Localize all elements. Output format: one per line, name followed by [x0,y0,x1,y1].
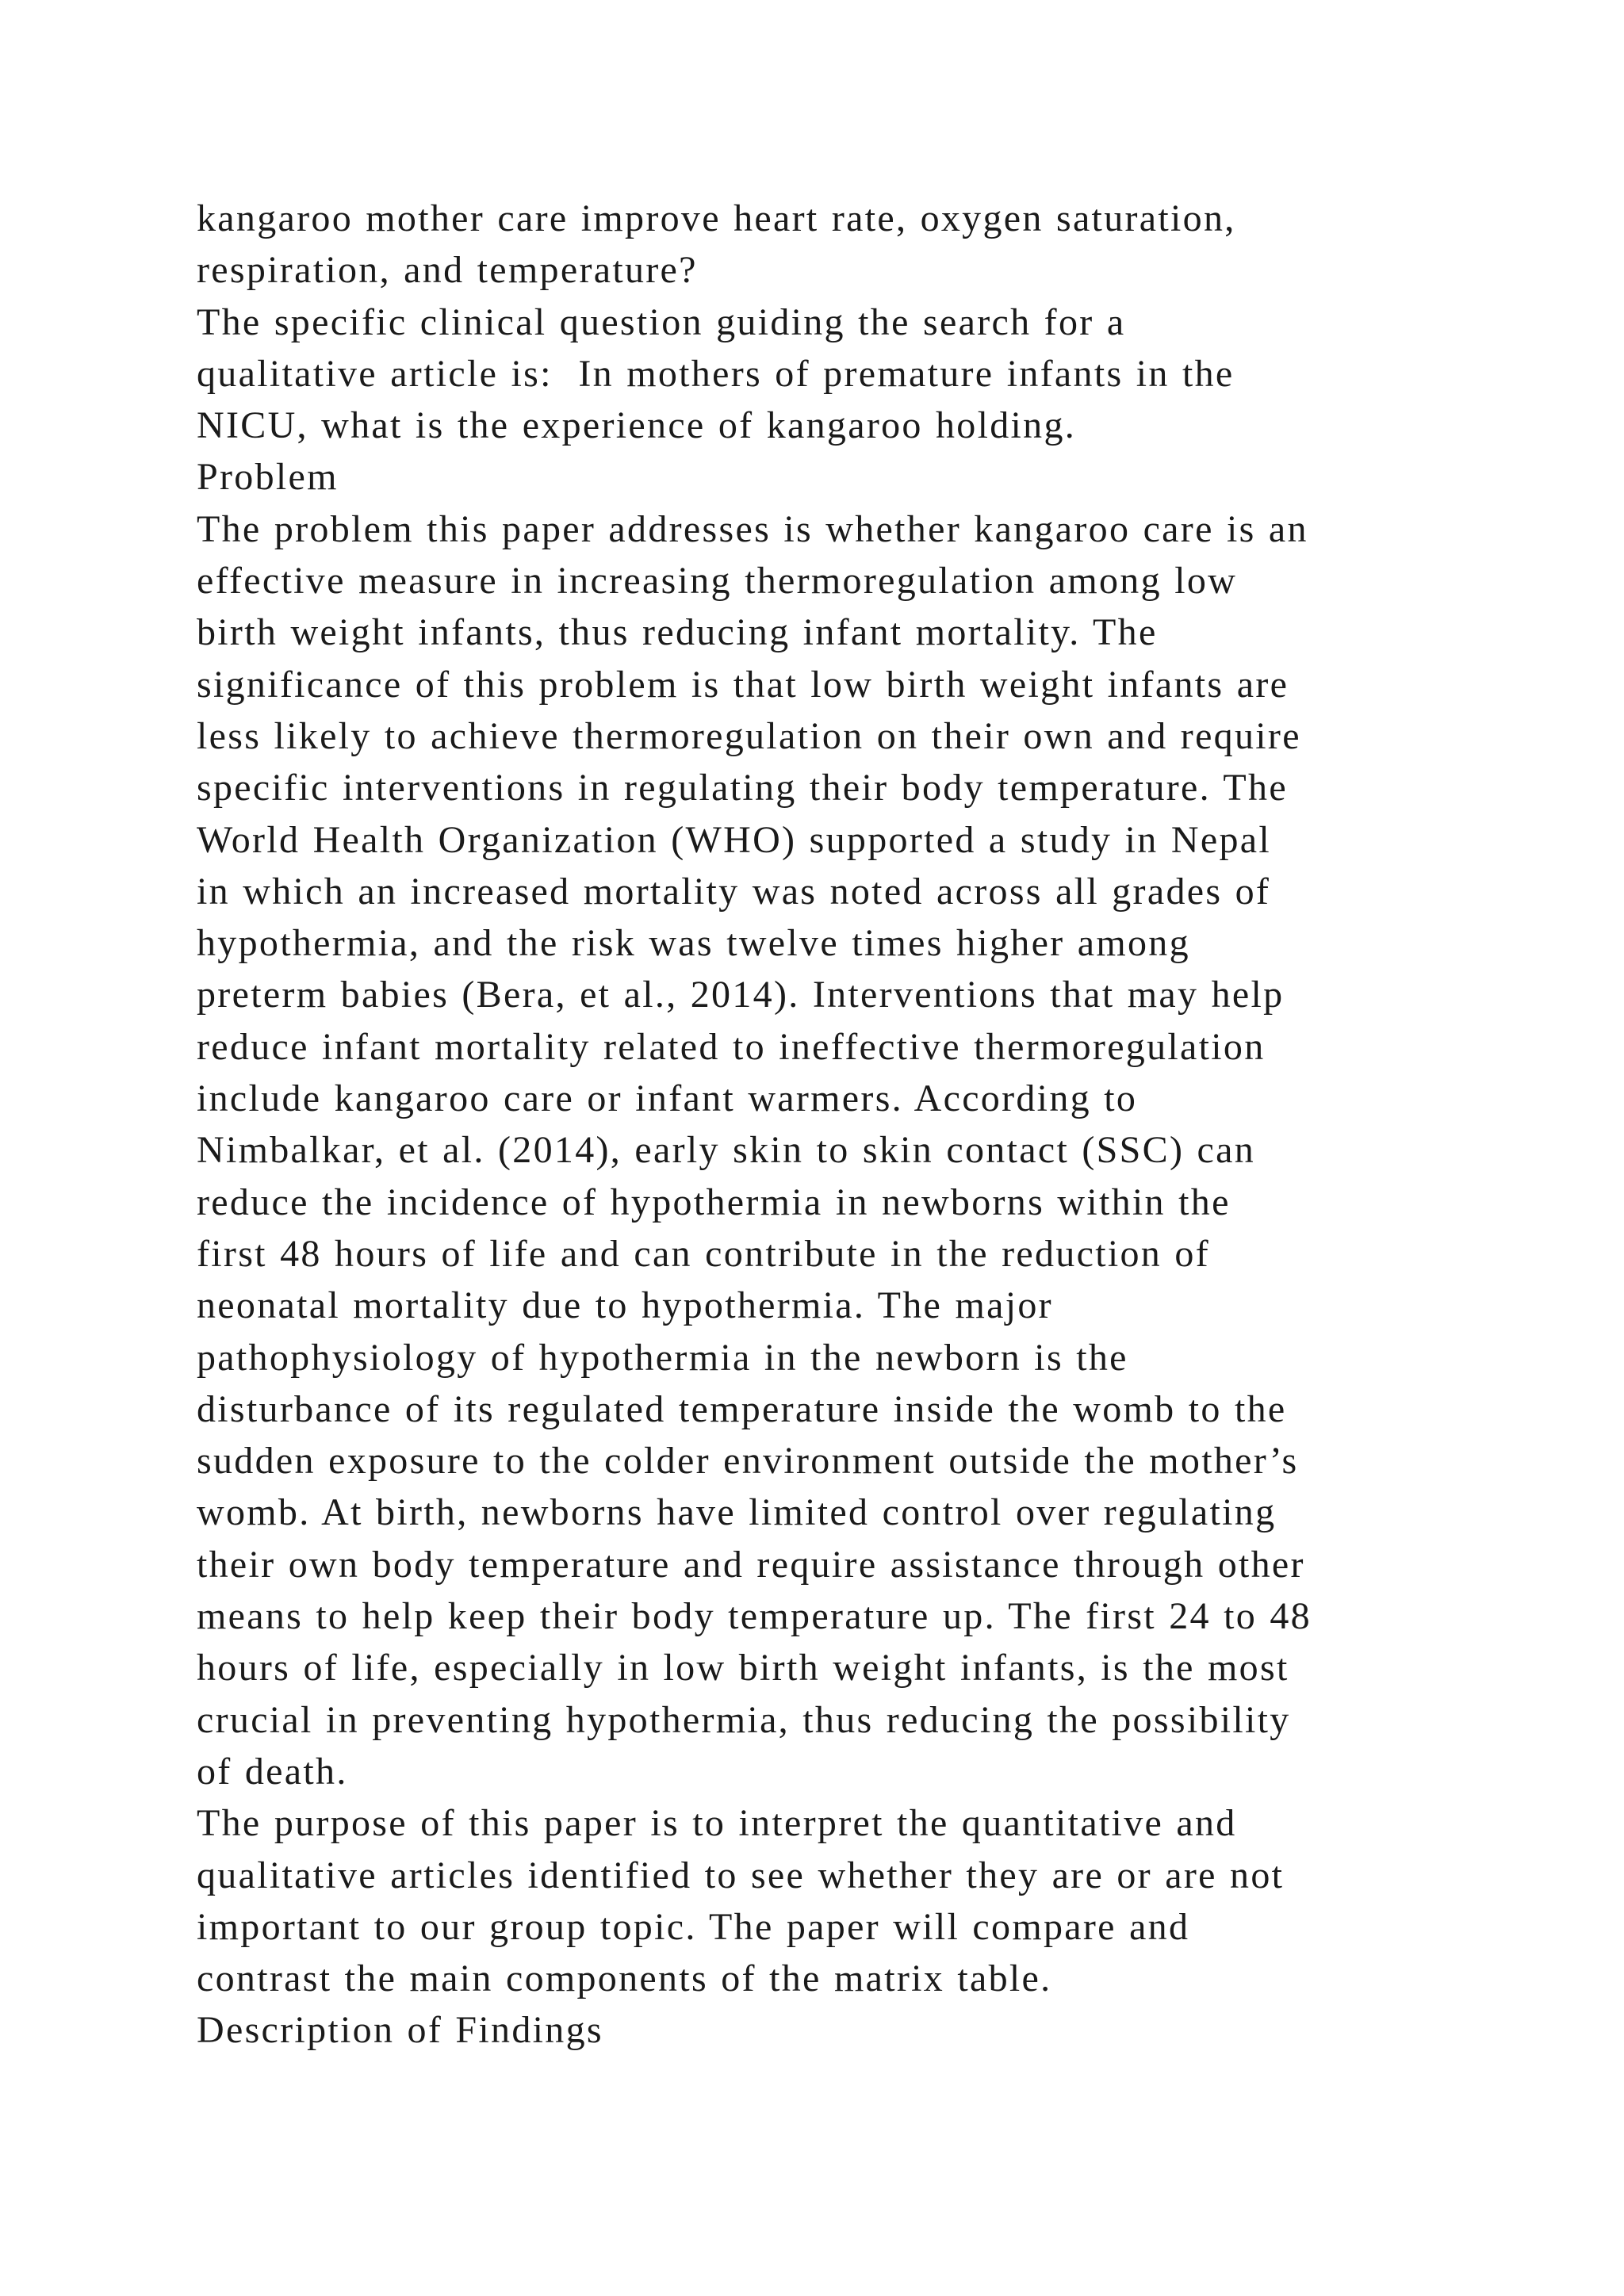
text-line: hours of life, especially in low birth weight infants, is the most [197,1647,1289,1689]
text-line: first 48 hours of life and can contribute in the reduction of [197,1232,1210,1275]
section-heading-description-of-findings: Description of Findings [197,2009,603,2052]
text-line: crucial in preventing hypothermia, thus reducing the possibility [197,1698,1291,1741]
text-line: disturbance of its regulated temperature inside the womb to the [197,1387,1287,1430]
text-line: reduce the incidence of hypothermia in newborns within the [197,1181,1231,1223]
text-line: less likely to achieve thermoregulation on their own and require [197,714,1301,757]
text-line: The problem this paper addresses is whether kangaroo care is an [197,507,1308,550]
text-line: NICU, what is the experience of kangaroo holding. [197,404,1077,447]
text-line: important to our group topic. The paper will compare and [197,1905,1190,1948]
text-line: neonatal mortality due to hypothermia. The major [197,1284,1053,1327]
text-line: kangaroo mother care improve heart rate, oxygen saturation, [197,197,1236,239]
text-line: reduce infant mortality related to ineffective thermoregulation [197,1025,1266,1068]
text-line: their own body temperature and require assistance through other [197,1543,1305,1586]
section-heading-problem: Problem [197,456,339,499]
text-line: World Health Organization (WHO) supported a study in Nepal [197,818,1272,861]
text-line: in which an increased mortality was noted across all grades of [197,870,1271,913]
text-line: preterm babies (Bera, et al., 2014). Interventions that may help [197,974,1285,1016]
text-line: The specific clinical question guiding the search for a [197,300,1126,343]
text-line: specific interventions in regulating their body temperature. The [197,767,1288,809]
document-body-text [197,193,1608,2057]
text-line: contrast the main components of the matrix table. [197,1957,1052,2000]
text-line: birth weight infants, thus reducing infant mortality. The [197,611,1158,654]
text-line: means to help keep their body temperature up. The first 24 to 48 [197,1595,1312,1638]
text-line: pathophysiology of hypothermia in the newborn is the [197,1336,1128,1379]
text-line: effective measure in increasing thermoregulation among low [197,560,1238,603]
text-line: sudden exposure to the colder environment outside the mother’s [197,1440,1299,1483]
text-line: hypothermia, and the risk was twelve times higher among [197,922,1190,965]
text-line: Nimbalkar, et al. (2014), early skin to skin contact (SSC) can [197,1129,1256,1172]
text-line: include kangaroo care or infant warmers. According to [197,1077,1138,1120]
text-line: significance of this problem is that low birth weight infants are [197,663,1289,706]
text-line: of death. [197,1750,348,1793]
text-line: qualitative articles identified to see whether they are or are not [197,1854,1285,1896]
text-line: qualitative article is: In mothers of premature infants in the [197,352,1235,395]
text-line: respiration, and temperature? [197,249,698,292]
text-line: The purpose of this paper is to interpret the quantitative and [197,1802,1237,1845]
text-line: womb. At birth, newborns have limited control over regulating [197,1491,1277,1534]
